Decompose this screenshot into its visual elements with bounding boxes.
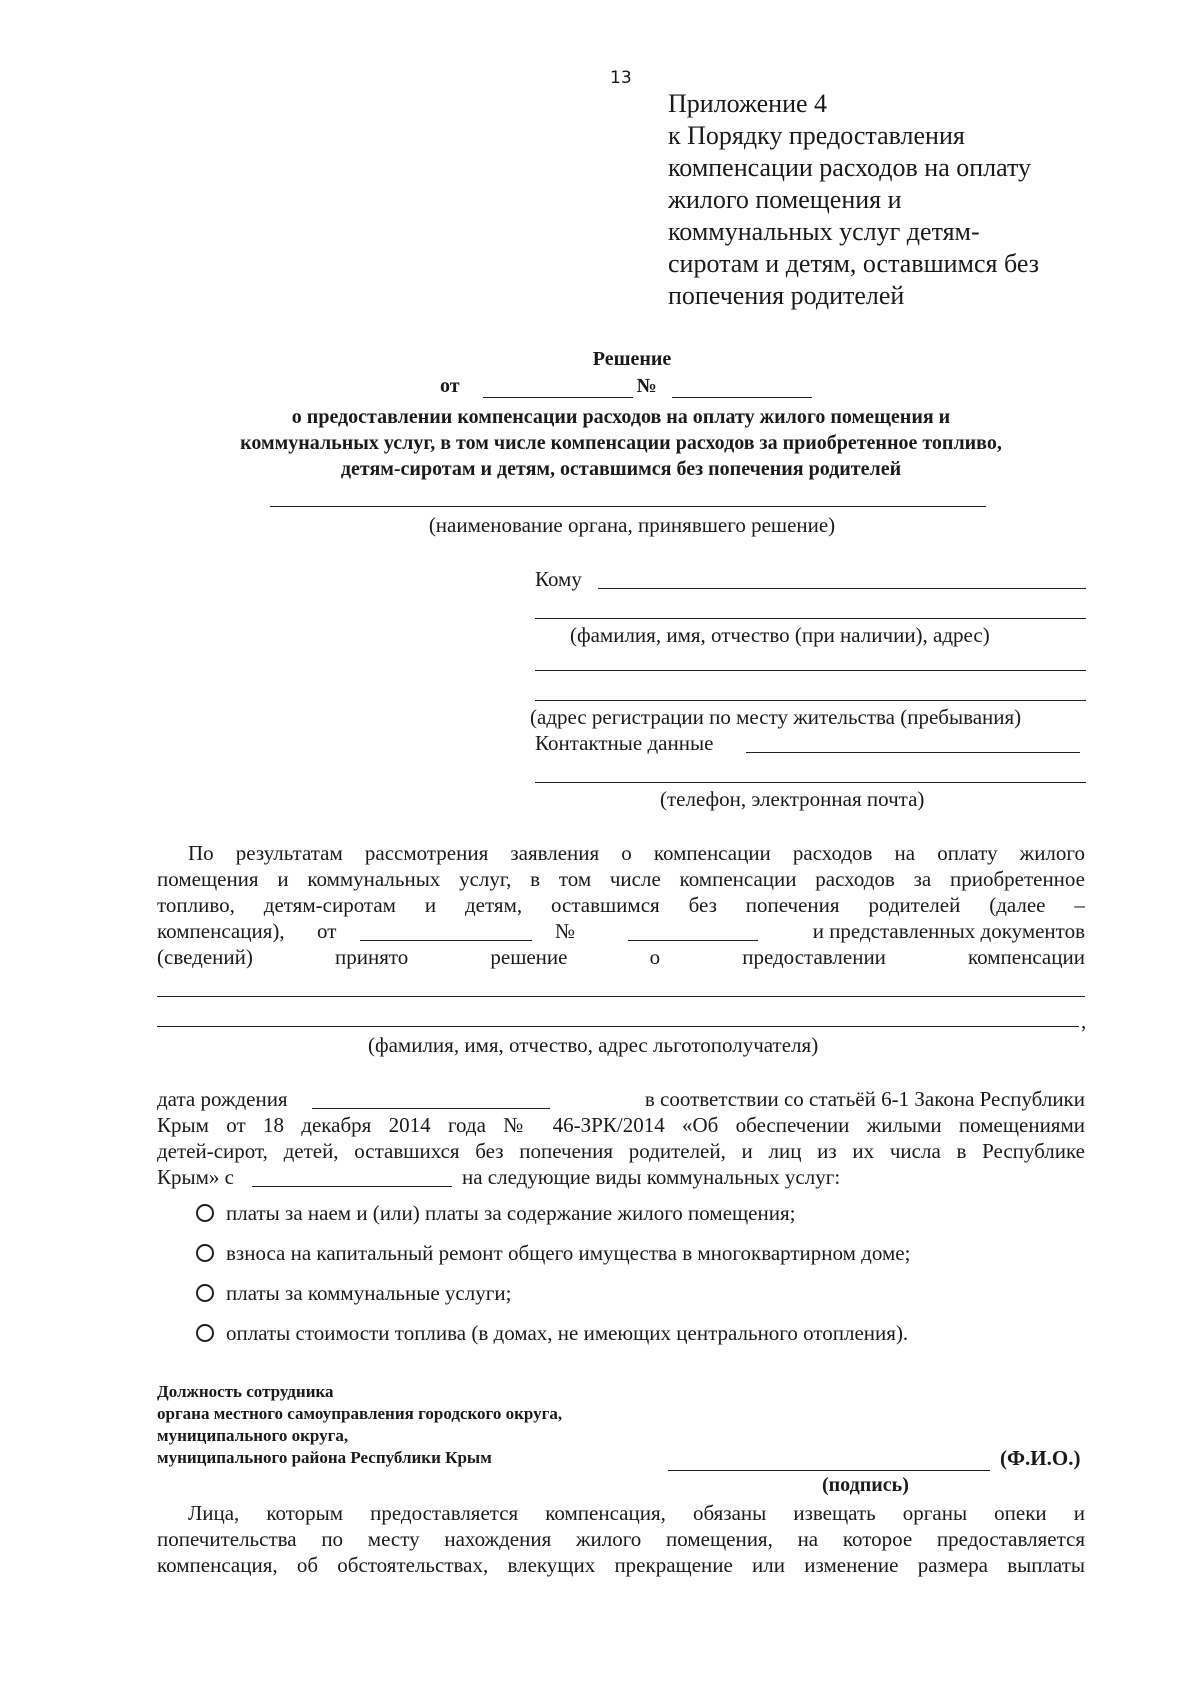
word: которым [266,1501,344,1525]
footer-line [188,1500,1085,1526]
body-line: на следующие виды коммунальных услуг: [462,1165,841,1189]
document-subtitle [157,404,1085,482]
body-line: Крым от 18 декабря 2014 года № 46-ЗРК/2014 «Об обеспечении жилыми помещениями [157,1113,1085,1137]
option-fuel[interactable] [196,1320,908,1346]
word: о [649,945,661,969]
option-label: платы за наем и (или) платы за содержание жилого помещения; [226,1201,796,1225]
option-utilities[interactable] [196,1280,511,1306]
decision-number-field[interactable] [672,379,812,398]
page-number: 13 [610,68,632,88]
subtitle-line: детям-сиротам и детям, оставшимся без попечения родителей [340,458,902,480]
word: (сведений) [157,945,253,969]
word: месту [367,1527,420,1551]
word: детям, [465,893,523,917]
footer-line [157,1526,1085,1552]
contact-field[interactable] [746,752,1080,753]
recipient-field-line2[interactable] [535,618,1086,619]
appendix-line: жилого помещения и [668,185,902,214]
beneficiary-field[interactable] [157,996,1085,997]
decision-date-number-line [440,375,812,398]
appendix-line: к Порядку предоставления [668,121,965,150]
comma: , [1081,1009,1087,1033]
beneficiary-caption: (фамилия, имя, отчество, адрес льготополучателя) [368,1033,819,1057]
application-number-field[interactable] [628,940,758,941]
birth-date-field[interactable] [312,1108,550,1109]
body-line: помещения и коммунальных услуг, в том числе компенсации расходов за приобретенное [157,867,1085,891]
word: предоставляется [370,1501,519,1525]
option-rent[interactable] [196,1200,795,1226]
body-line: детей-сирот, детей, оставшихся без попечения родителей, и лиц из их числа в Республике [157,1139,1085,1163]
registration-field-line2[interactable] [535,700,1086,701]
number-label: № [555,919,576,943]
word: (далее [989,893,1046,917]
word: принято [334,945,409,969]
word: детям-сиротам [263,893,396,917]
word: жилого [575,1527,642,1551]
word: извещать [793,1501,876,1525]
word: без [688,893,717,917]
registration-caption: (адрес регистрации по месту жительства (пребывания) [530,705,1022,729]
radio-icon[interactable] [196,1244,214,1262]
number-label: № [636,375,657,397]
word: которое [842,1527,913,1551]
word: и [424,893,437,917]
appendix-line: коммунальных услуг детям- [668,217,980,246]
word: топливо, [157,893,235,917]
radio-icon[interactable] [196,1324,214,1342]
word: по [321,1527,344,1551]
appendix-line: сиротам и детям, оставшимся без [668,249,1039,278]
document-title: Решение [592,348,672,370]
word: обязаны [692,1501,767,1525]
appendix-line: попечения родителей [668,281,905,310]
option-capital-repair[interactable] [196,1240,910,1266]
option-label: платы за коммунальные услуги; [226,1281,512,1305]
signature-line: муниципального района Республики Крым [157,1448,492,1467]
from-label: от [440,375,460,397]
body-line: По результатам рассмотрения заявления о компенсации расходов на оплату жилого [188,841,1085,865]
signature-field[interactable] [668,1470,990,1471]
signature-line: органа местного самоуправления городского округа, [157,1404,563,1423]
word: опеки [994,1501,1047,1525]
contact-label: Контактные данные [535,731,714,755]
word: решение [490,945,568,969]
word: компенсация, [545,1501,666,1525]
word: и [1073,1501,1085,1525]
subtitle-line: о предоставлении компенсации расходов на оплату жилого помещения и [291,406,951,428]
contact-field-line2[interactable] [535,782,1086,783]
body-line: в соответствии со статьёй 6-1 Закона Республики [644,1087,1085,1111]
word: родителей [868,893,961,917]
recipient-field[interactable] [598,588,1086,589]
word: – [1074,893,1085,917]
radio-icon[interactable] [196,1284,214,1302]
appendix-line: компенсации расходов на оплату [668,153,1032,182]
word: предоставлении [742,945,886,969]
name-caption: (фамилия, имя, отчество (при наличии), адрес) [570,623,990,647]
subtitle-line: коммунальных услуг, в том числе компенсации расходов за приобретенное топливо, [240,432,1002,454]
signature-line: Должность сотрудника [157,1382,334,1401]
word: помещения, [666,1527,773,1551]
body-line: Крым» с [157,1165,234,1189]
appendix-header [668,88,1108,312]
word: предоставляется [936,1527,1085,1551]
word: компенсации [968,945,1085,969]
body-line [157,892,1085,918]
start-date-field[interactable] [252,1186,452,1187]
authority-field[interactable] [270,506,986,507]
word: органы [902,1501,968,1525]
registration-field[interactable] [535,670,1086,671]
beneficiary-field-line2[interactable] [157,1026,1079,1027]
fio-label: (Ф.И.О.) [1000,1446,1081,1470]
radio-icon[interactable] [196,1204,214,1222]
word: на [797,1527,819,1551]
from-label: от [317,919,337,943]
appendix-line: Приложение 4 [668,89,828,118]
word: нахождения [444,1527,552,1551]
authority-caption: (наименование органа, принявшего решение) [428,513,836,537]
body-line [157,944,1085,970]
word: оставшимся [551,893,660,917]
option-label: взноса на капитальный ремонт общего имущества в многоквартирном доме; [226,1241,911,1265]
body-line: и представленных документов [812,919,1085,943]
body-line: компенсация), [157,919,285,943]
word: Лица, [188,1501,240,1525]
word: попечительства [157,1527,297,1551]
decision-date-field[interactable] [483,379,633,398]
application-date-field[interactable] [360,940,532,941]
signature-caption: (подпись) [822,1474,909,1496]
body-line: дата рождения [157,1087,288,1111]
signature-block [157,1381,562,1469]
to-label: Кому [535,567,582,591]
footer-line: компенсация, об обстоятельствах, влекущих прекращение или изменение размера выплаты [157,1553,1085,1577]
option-label: оплаты стоимости топлива (в домах, не имеющих центрального отопления). [226,1321,909,1345]
signature-line: муниципального округа, [157,1426,349,1445]
contact-caption: (телефон, электронная почта) [660,787,925,811]
word: попечения [745,893,840,917]
